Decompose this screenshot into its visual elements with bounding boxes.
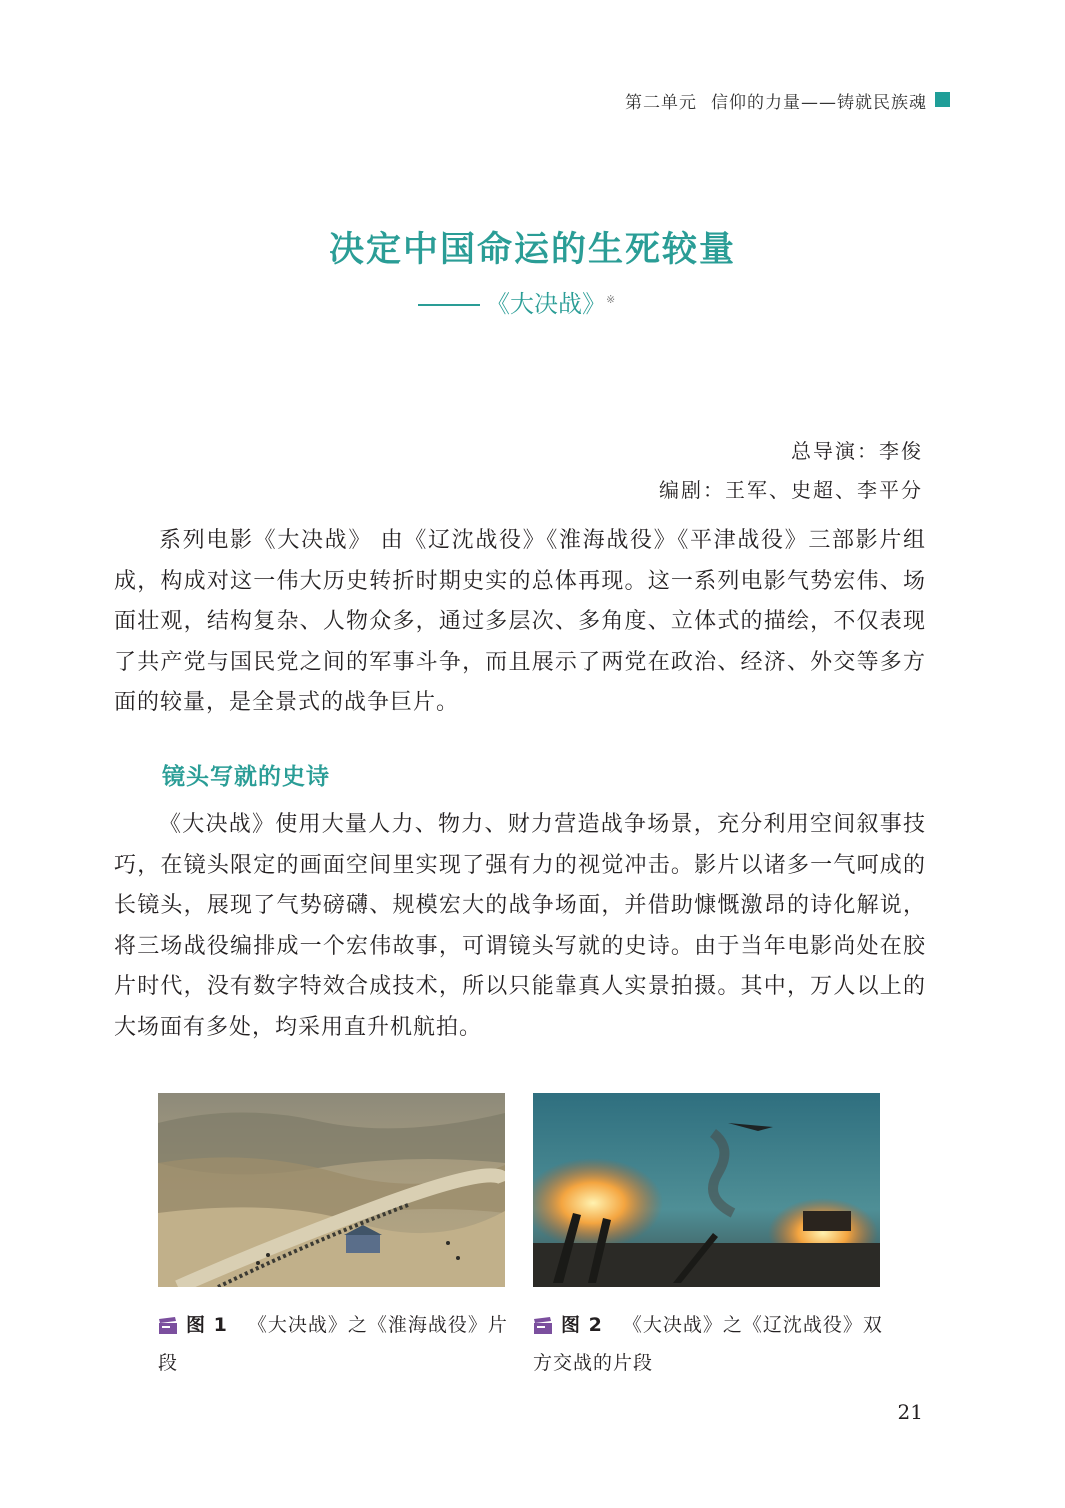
credit-writers: 编剧：王军、史超、李平分	[659, 478, 923, 502]
figure-2-number: 图 2	[561, 1314, 603, 1336]
battle-explosion-scene	[533, 1093, 880, 1287]
film-clapper-icon	[158, 1317, 178, 1335]
subtitle-dash	[418, 304, 480, 306]
header-square-marker	[935, 92, 950, 107]
figure-1-image	[158, 1093, 505, 1287]
intro-paragraph: 系列电影《大决战》 由《辽沈战役》《淮海战役》《平津战役》三部影片组成，构成对这一伟大历史转折时期史实的总体再现。这一系列电影气势宏伟、场面壮观，结构复杂、人物众多，通过多层次、多角度、立体式的描绘，不仅表现了共产党与国民党之间的军事斗争，而且展示了两党在政治、经济、外交等多方面的较量，是全景式的战争巨片。	[114, 528, 926, 716]
credit-director: 总导演：李俊	[791, 439, 923, 463]
figure-1-caption	[158, 1306, 508, 1382]
film-clapper-icon	[533, 1317, 553, 1335]
section-paragraph: 《大决战》使用大量人力、物力、财力营造战争场景，充分利用空间叙事技巧，在镜头限定的画面空间里实现了强有力的视觉冲击。影片以诸多一气呵成的长镜头，展现了气势磅礴、规模宏大的战争场面，并借助慷慨激昂的诗化解说，将三场战役编排成一个宏伟故事，可谓镜头写就的史诗。由于当年电影尚处在胶片时代，没有数字特效合成技术，所以只能靠真人实景拍摄。其中，万人以上的大场面有多处，均采用直升机航拍。	[114, 812, 926, 1040]
article-title: 决定中国命运的生死较量	[328, 229, 736, 270]
subtitle-text: 《大决战》	[486, 290, 606, 318]
figure-2-text: 《大决战》之《辽沈战役》双方交战的片段	[533, 1314, 883, 1374]
battle-march-scene	[158, 1093, 505, 1287]
page-number: 21	[897, 1400, 923, 1424]
section-heading: 镜头写就的史诗	[162, 764, 330, 790]
unit-title: 信仰的力量——铸就民族魂	[711, 93, 927, 113]
figure-1-text: 《大决战》之《淮海战役》片段	[158, 1314, 508, 1374]
subtitle-note-mark: ※	[606, 293, 616, 306]
figure-2-image	[533, 1093, 880, 1287]
figure-2-caption	[533, 1306, 883, 1382]
unit-label: 第二单元	[625, 93, 697, 113]
article-subtitle	[418, 284, 615, 319]
figure-1-number: 图 1	[186, 1314, 228, 1336]
running-head	[625, 88, 927, 113]
